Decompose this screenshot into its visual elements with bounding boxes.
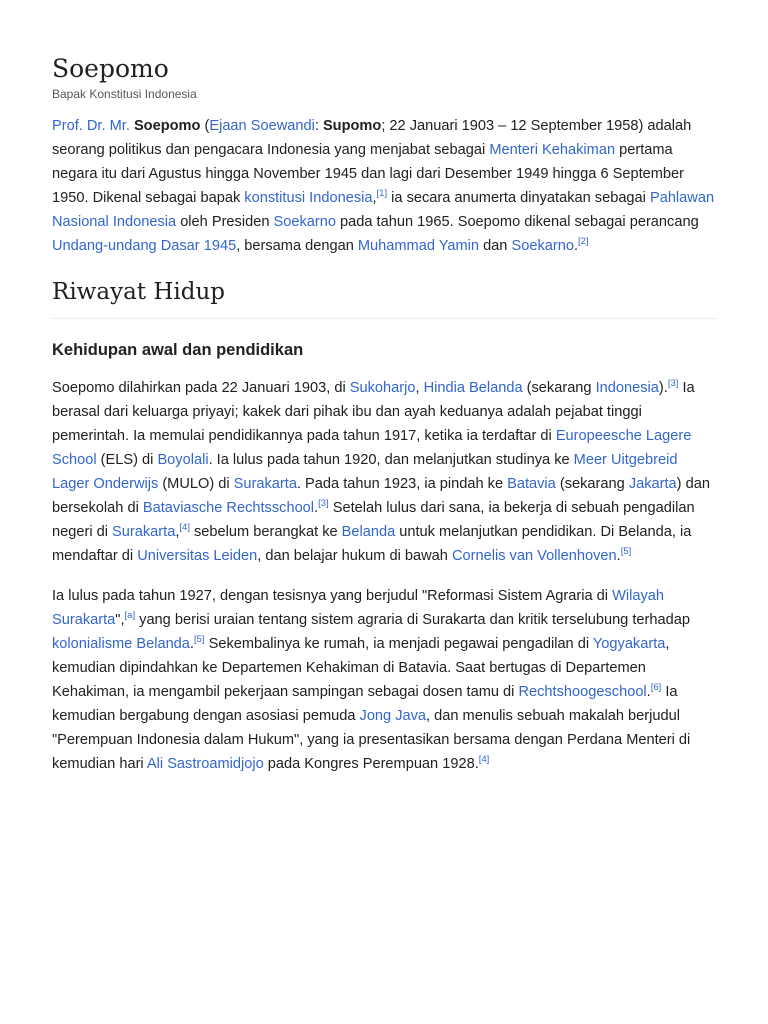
page-title: Soepomo [52,54,169,83]
text: pada Kongres Perempuan 1928. [263,756,479,772]
text: . [646,684,651,700]
text: (ELS) di [96,452,158,468]
link-boyolali[interactable]: Boyolali [157,452,209,468]
text: pada tahun 1965. Soepomo dikenal sebagai perancang [335,214,699,230]
text: , dan belajar hukum di bawah [257,548,452,564]
link-sukoharjo[interactable]: Sukoharjo [349,380,416,396]
article-content [52,52,718,776]
text: (MULO) di [158,476,234,492]
link-menteri-kehakiman[interactable]: Menteri Kehakiman [489,142,616,158]
link-jong-java[interactable]: Jong Java [359,708,427,724]
text: sebelum berangkat ke [189,524,342,540]
link-surakarta[interactable]: Surakarta [233,476,297,492]
text: Ia kemudian bergabung dengan asosiasi pemuda [52,684,678,724]
text: . [616,548,621,564]
link-soekarno[interactable]: Soekarno [511,238,574,254]
text: ia secara anumerta dinyatakan sebagai [387,190,650,206]
link-uud-1945[interactable]: Undang-undang Dasar 1945 [52,238,237,254]
text: pertama negara itu dari Agustus hingga November 1945 dan lagi dari Desember 1949 hingga 6 September 1950. Dikenal sebagai bapak [52,142,684,206]
text: ( [200,118,210,134]
link-wilayah-surakarta[interactable]: Wilayah Surakarta [52,588,664,628]
link-mulo[interactable]: Meer Uitgebreid Lager Onderwijs [52,452,678,492]
link-surakarta[interactable]: Surakarta [112,524,176,540]
lead-paragraph [52,114,718,258]
text: ", [115,612,125,628]
text: , [372,190,377,206]
text: , [415,380,424,396]
text: Ia berasal dari keluarga priyayi; kakek dari pihak ibu dan ayah keduanya adalah pejabat tinggi pemerintah. Ia memulai pendidikannya pada tahun 1917, ketika ia terdaftar di [52,380,695,444]
citation-ref[interactable]: [1] [376,188,388,200]
link-batavia[interactable]: Batavia [507,476,556,492]
link-mr[interactable]: Mr. [109,118,130,134]
link-ali-sastroamidjojo[interactable]: Ali Sastroamidjojo [146,756,264,772]
bold-name-supomo: Supomo [322,118,382,134]
link-ejaan-soewandi[interactable]: Ejaan Soewandi [209,118,315,134]
link-soekarno[interactable]: Soekarno [273,214,336,230]
link-hindia-belanda[interactable]: Hindia Belanda [423,380,523,396]
link-dr[interactable]: Dr. [86,118,106,134]
citation-ref[interactable]: [2] [578,236,589,248]
citation-ref[interactable]: [5] [193,634,205,646]
citation-ref[interactable]: [6] [650,682,662,694]
link-universitas-leiden[interactable]: Universitas Leiden [137,548,258,564]
text: , [175,524,180,540]
text: . [189,636,194,652]
link-bataviasche-rechtsschool[interactable]: Bataviasche Rechtsschool [142,500,315,516]
link-yogyakarta[interactable]: Yogyakarta [592,636,666,652]
body-paragraph-1 [52,376,718,568]
text: Sekembalinya ke rumah, ia menjadi pegawai pengadilan di [204,636,593,652]
text: (sekarang [555,476,629,492]
footnote-ref[interactable]: [a] [124,610,136,622]
link-indonesia[interactable]: Indonesia [595,380,659,396]
link-prof[interactable]: Prof. [52,118,83,134]
text: untuk melanjutkan pendidikan. Di Belanda, ia mendaftar di [52,524,692,564]
text: . [573,238,579,254]
text: ). [658,380,668,396]
text: . Pada tahun 1923, ia pindah ke [296,476,508,492]
text: : [314,118,323,134]
section-heading: Riwayat Hidup [52,276,718,319]
link-europeesche-lagere-school[interactable]: Europeesche Lagere School [52,428,692,468]
citation-ref[interactable]: [3] [318,498,329,510]
text: Ia lulus pada tahun 1927, dengan tesisnya yang berjudul "Reformasi Sistem Agraria di [52,588,613,604]
link-konstitusi-indonesia[interactable]: konstitusi Indonesia [244,190,373,206]
link-jakarta[interactable]: Jakarta [628,476,677,492]
citation-ref[interactable]: [4] [478,754,490,766]
text: Soepomo dilahirkan pada 22 Januari 1903, di [52,380,350,396]
subsection-heading: Kehidupan awal dan pendidikan [52,341,304,359]
text: , bersama dengan [236,238,358,254]
text: oleh Presiden [176,214,274,230]
link-rechtshoogeschool[interactable]: Rechtshoogeschool [518,684,647,700]
text: Setelah lulus dari sana, ia bekerja di sebuah pengadilan negeri di [52,500,695,540]
bold-name-soepomo: Soepomo [133,118,201,134]
text: ) dan bersekolah di [52,476,710,516]
link-cornelis-van-vollenhoven[interactable]: Cornelis van Vollenhoven [451,548,617,564]
link-pahlawan-nasional[interactable]: Pahlawan Nasional Indonesia [52,190,715,230]
text: (sekarang [522,380,596,396]
text: . Ia lulus pada tahun 1920, dan melanjutkan studinya ke [208,452,574,468]
text: . [314,500,319,516]
text: , dan menulis sebuah makalah berjudul "Perempuan Indonesia dalam Hukum", yang ia presentasikan bersama dengan Perdana Menteri di kemudian hari [52,708,691,772]
link-muhammad-yamin[interactable]: Muhammad Yamin [357,238,480,254]
citation-ref[interactable]: [5] [620,546,632,558]
text: dan [479,238,512,254]
link-belanda[interactable]: Belanda [341,524,396,540]
link-kolonialisme-belanda[interactable]: kolonialisme Belanda [52,636,190,652]
text: , kemudian dipindahkan ke Departemen Kehakiman di Batavia. Saat bertugas di Departemen Kehakiman, ia mengambil pekerjaan sampingan sebagai dosen tamu di [52,636,670,700]
citation-ref[interactable]: [4] [179,522,190,534]
page-subtitle: Bapak Konstitusi Indonesia [52,87,197,101]
body-paragraph-2 [52,584,718,776]
citation-ref[interactable]: [3] [667,378,679,390]
text: ; 22 Januari 1903 – 12 September 1958) adalah seorang politikus dan pengacara Indonesia yang menjabat sebagai [52,118,692,158]
text: yang berisi uraian tentang sistem agraria di Surakarta dan kritik terselubung terhadap [135,612,690,628]
